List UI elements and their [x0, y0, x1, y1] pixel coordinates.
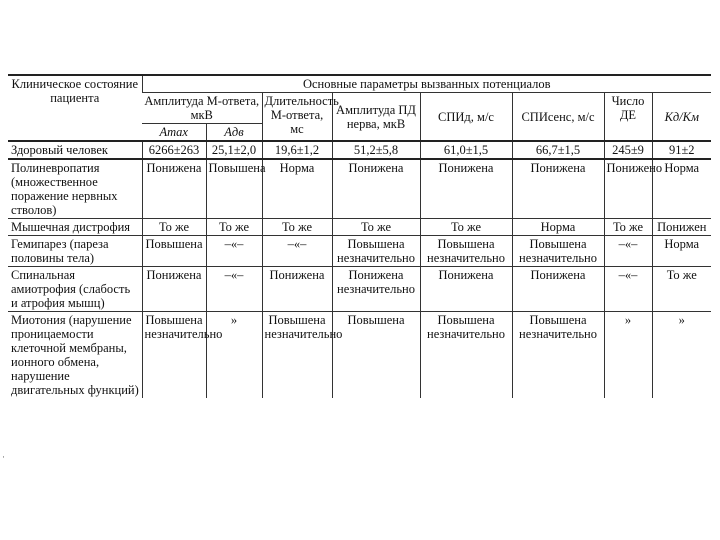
- cell-adv: –«–: [206, 236, 262, 267]
- cell-k: То же: [652, 267, 711, 312]
- cell-amax: Повышена незначительно: [142, 312, 206, 399]
- cell-dur: Норма: [262, 159, 332, 219]
- cell-dur: Понижена: [262, 267, 332, 312]
- col-header-amax: Amax: [159, 125, 188, 139]
- cell-de: »: [604, 312, 652, 399]
- cell-spid: Понижена: [420, 267, 512, 312]
- cell-spis: Норма: [512, 219, 604, 236]
- cell-spis: Повышена незначительно: [512, 312, 604, 399]
- cell-k: »: [652, 312, 711, 399]
- cell-k: Норма: [652, 159, 711, 219]
- cell-state: Здоровый человек: [11, 143, 108, 157]
- cell-adv: »: [206, 312, 262, 399]
- edge-mark: ·: [2, 452, 5, 462]
- cell-spid: Повышена незначительно: [420, 236, 512, 267]
- col-header-k: Кд/Км: [652, 93, 711, 142]
- cell-pd: То же: [332, 219, 420, 236]
- table-row: [8, 236, 711, 267]
- cell-k: Норма: [652, 236, 711, 267]
- cell-k: 91±2: [652, 141, 711, 159]
- col-header-de: Число ДЕ: [604, 93, 652, 142]
- col-header-adv: Aдв: [206, 124, 262, 142]
- col-header-pd: Амплитуда ПД нерва, мкВ: [332, 93, 420, 142]
- cell-de: 245±9: [604, 141, 652, 159]
- cell-pd: Повышена: [332, 312, 420, 399]
- cell-spid: 61,0±1,5: [420, 141, 512, 159]
- cell-de: То же: [604, 219, 652, 236]
- cell-dur: 19,6±1,2: [262, 141, 332, 159]
- cell-dur: Повышена незначительно: [262, 312, 332, 399]
- cell-adv: –«–: [206, 267, 262, 312]
- group-header: Основные параметры вызванных потенциалов: [142, 76, 711, 93]
- col-header-spi-d: СПИд, м/с: [420, 93, 512, 142]
- cell-state: Полиневропатия (множественное поражение нервных стволов): [11, 161, 118, 217]
- cell-state: Миотония (нарушение проницаемости клеточной мембраны, ионного обмена, нарушение двигательных функций): [11, 313, 139, 397]
- cell-pd: Повышена незначительно: [332, 236, 420, 267]
- cell-de: Понижено: [604, 159, 652, 219]
- col-header-amplitude: Амплитуда М-ответа, мкВ: [142, 93, 262, 124]
- table-row: [8, 141, 711, 159]
- cell-dur: –«–: [262, 236, 332, 267]
- cell-spis: Повышена незначительно: [512, 236, 604, 267]
- cell-dur: То же: [262, 219, 332, 236]
- col-header-state: Клиническое состояние пациента: [11, 77, 138, 105]
- table-row: [8, 219, 711, 236]
- evoked-potentials-table: [8, 76, 711, 398]
- cell-spid: Повышена незначительно: [420, 312, 512, 399]
- cell-amax: Понижена: [142, 267, 206, 312]
- cell-amax: 6266±263: [142, 141, 206, 159]
- table-row: [8, 312, 711, 399]
- cell-spis: Понижена: [512, 159, 604, 219]
- cell-pd: Понижена: [332, 159, 420, 219]
- cell-pd: 51,2±5,8: [332, 141, 420, 159]
- table-body: [8, 141, 711, 398]
- cell-state: Гемипарез (пареза половины тела): [11, 237, 109, 265]
- cell-spis: 66,7±1,5: [512, 141, 604, 159]
- table-row: [8, 267, 711, 312]
- cell-spid: То же: [420, 219, 512, 236]
- cell-amax: Повышена: [142, 236, 206, 267]
- cell-state: Спинальная амиотрофия (слабость и атрофия мышц): [11, 268, 131, 310]
- cell-amax: Понижена: [142, 159, 206, 219]
- cell-spis: Понижена: [512, 267, 604, 312]
- cell-k: Понижен: [652, 219, 711, 236]
- cell-spid: Понижена: [420, 159, 512, 219]
- cell-adv: Повышена: [206, 159, 262, 219]
- col-header-spi-sens: СПИсенс, м/с: [512, 93, 604, 142]
- cell-amax: То же: [142, 219, 206, 236]
- col-header-duration: Длительность М-ответа, мс: [262, 93, 332, 142]
- cell-de: –«–: [604, 236, 652, 267]
- cell-adv: 25,1±2,0: [206, 141, 262, 159]
- cell-adv: То же: [206, 219, 262, 236]
- cell-de: –«–: [604, 267, 652, 312]
- cell-state: Мышечная дистрофия: [11, 220, 131, 234]
- table-row: [8, 159, 711, 219]
- cell-pd: Понижена незначительно: [332, 267, 420, 312]
